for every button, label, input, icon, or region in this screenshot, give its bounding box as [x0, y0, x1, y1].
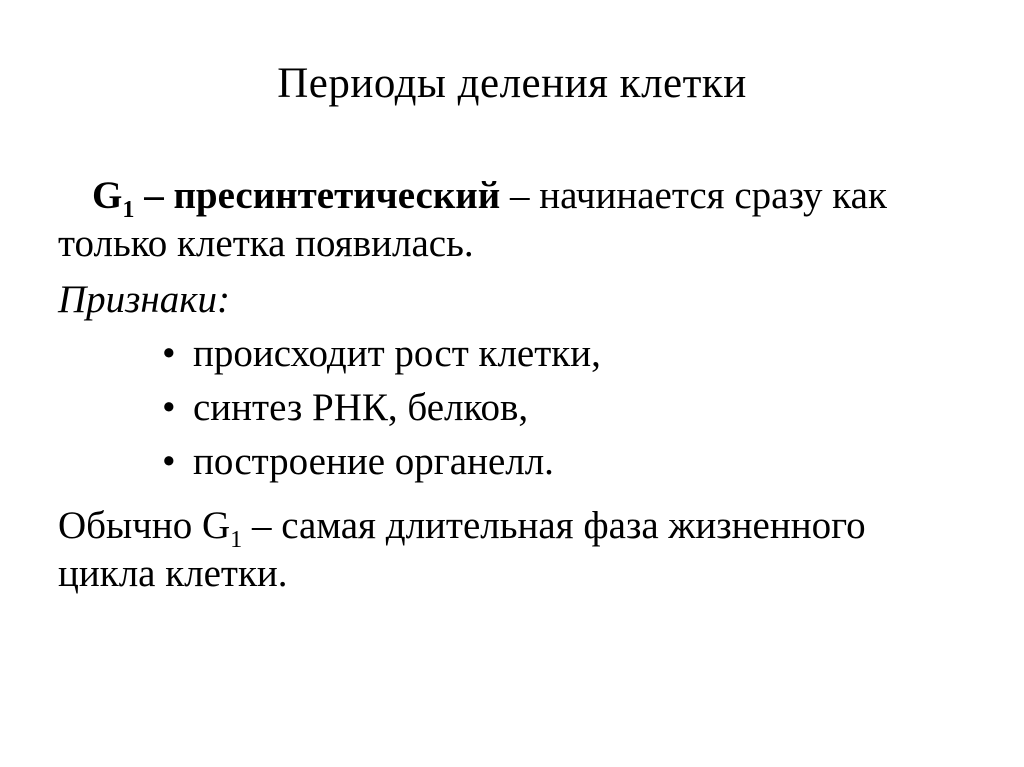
g1-symbol: G — [92, 173, 123, 217]
list-item-text: происходит рост клетки, — [193, 331, 601, 375]
list-item — [58, 438, 966, 486]
g1-duration-paragraph — [58, 502, 958, 598]
duration-text-before: Обычно G — [58, 503, 231, 547]
bullet-icon: • — [162, 331, 176, 375]
g1-subscript: 1 — [230, 525, 243, 553]
bullet-icon: • — [162, 385, 176, 429]
g1-definition-paragraph — [58, 172, 966, 268]
list-item — [58, 330, 966, 378]
duration-text-after: – самая длительная фаза жизненного цикла клетки. — [58, 503, 866, 595]
slide-title: Периоды деления клетки — [277, 60, 747, 107]
list-item-text: построение органелл. — [193, 439, 554, 483]
g1-term-name: – пресинтетический — [134, 173, 501, 217]
g1-definition-text: – начинается сразу как только клетка появилась. — [58, 173, 887, 265]
g1-term-bold — [92, 173, 501, 223]
g1-subscript: 1 — [122, 195, 135, 223]
bullet-icon: • — [162, 439, 176, 483]
list-item-text: синтез РНК, белков, — [193, 385, 529, 429]
slide-body — [58, 172, 966, 598]
features-list — [58, 330, 966, 486]
features-heading: Признаки: — [58, 277, 230, 321]
list-item — [58, 384, 966, 432]
